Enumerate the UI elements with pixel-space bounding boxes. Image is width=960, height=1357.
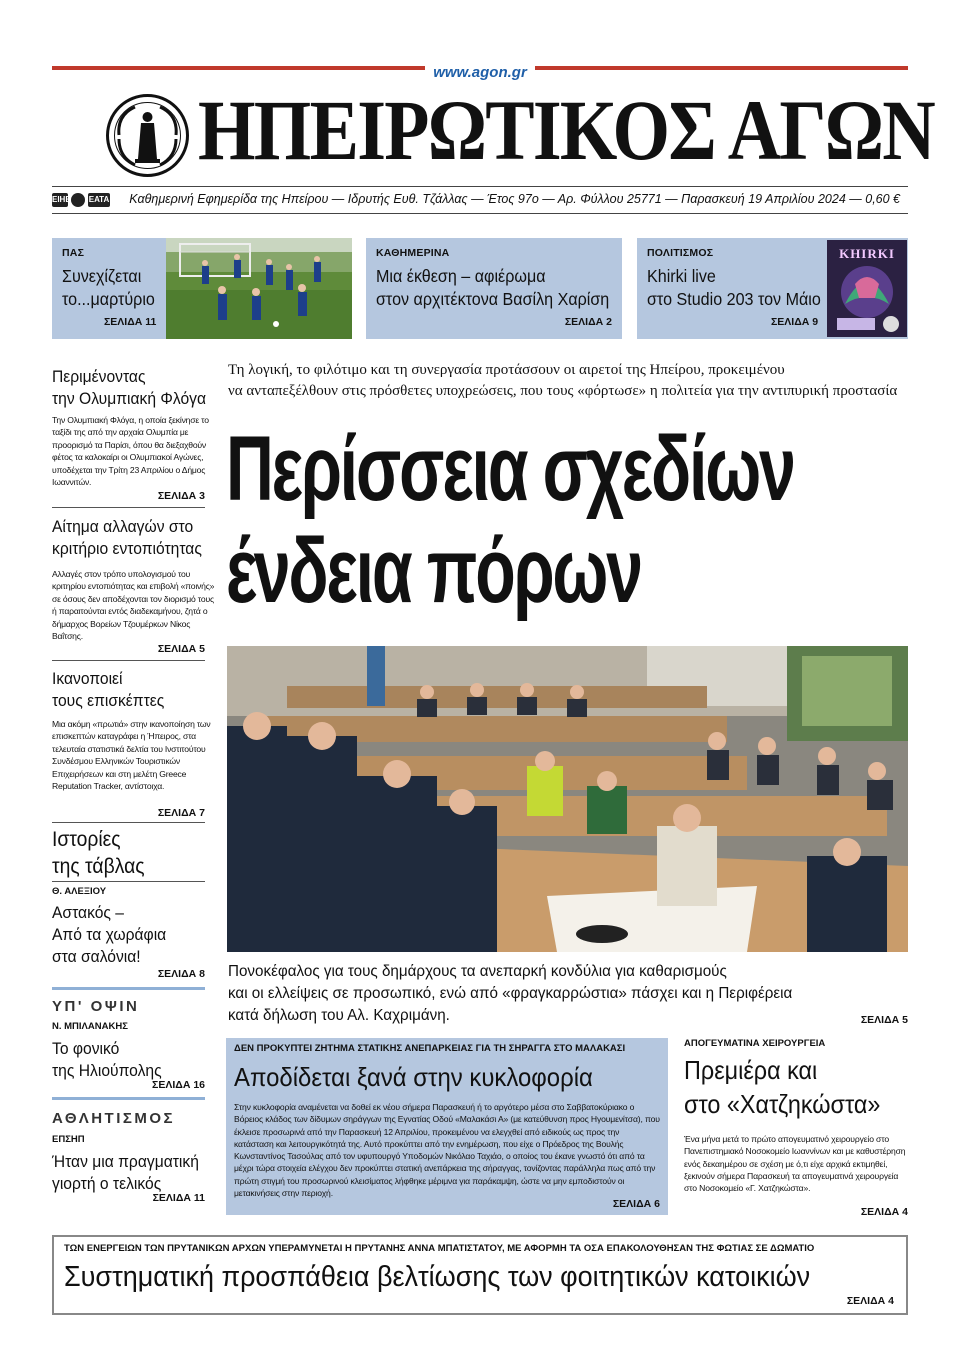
surgery-story-title: Πρεμιέρα και στο «Χατζηκώστα»: [684, 1055, 881, 1119]
yp-opsin-title[interactable]: Το φονικό της Ηλιούπολης: [52, 1039, 162, 1080]
sidebar-item-body: Την Ολυμπιακή Φλόγα, η οποία ξεκίνησε το ταξίδι της από την αρχαία Ολυμπία με προορισμό τα Παρίσι, όπου θα διεξαχθούν φέτος τα καλοκαίρι οι Ολυμπιακοί Αγώνες, υποδέχεται την Τρίτη 23 Απριλίου ο Δήμος Ιωαννιτών.: [52, 415, 209, 488]
surgery-story-page: ΣΕΛΙΔΑ 4: [860, 1206, 908, 1218]
football-training-photo: [166, 238, 352, 339]
teaser-title: Khirki live στο Studio 203 τον Μάιο: [647, 266, 821, 309]
lead-headline[interactable]: Περίσσεια σχεδίων ένδεια πόρων: [226, 418, 794, 622]
press-badge-icon: [71, 193, 85, 207]
sidebar-item-page: ΣΕΛΙΔΑ 7: [157, 807, 205, 819]
teaser-category: ΠΟΛΙΤΙΣΜΟΣ: [647, 247, 714, 259]
surgery-story-body: Ένα μήνα μετά το πρώτο απογευματινό χειρουργείο στο Πανεπιστημιακό Νοσοκομείο Ιωαννίνων και με καθυστέρηση ενός δεκαημέρου σε σχέση με ό,τι είχε αρχικά εκτιμηθεί, ξεκινούν σήμερα Παρασκευή τα απογευματινά χειρουργεία στο Νοσοκομείο «Γ. Χατζηκώστα».: [684, 1134, 906, 1194]
council-meeting-photo: [227, 646, 908, 952]
yp-opsin-author: Ν. ΜΠΙΛΑΝΑΚΗΣ: [52, 1021, 128, 1032]
athlitismos-section: ΑΘΛΗΤΙΣΜΟΣ: [52, 1110, 176, 1127]
tavla-title[interactable]: Ιστορίες της τάβλας: [52, 828, 145, 878]
infoline-icons: [52, 193, 110, 207]
teaser-page: ΣΕΛΙΔΑ 2: [564, 316, 612, 328]
tavla-divider: [52, 881, 205, 882]
teaser-page: ΣΕΛΙΔΑ 11: [104, 316, 157, 328]
sidebar-item-title[interactable]: Αίτημα αλλαγών στο κριτήριο εντοπιότητας: [52, 517, 202, 558]
teaser-kathimerina[interactable]: [366, 238, 622, 339]
website-url[interactable]: www.agon.gr: [0, 64, 960, 81]
surgery-story-category: ΑΠΟΓΕΥΜΑΤΙΝΑ ΧΕΙΡΟΥΡΓΕΙΑ: [684, 1038, 826, 1049]
dormitory-story-category: ΤΩΝ ΕΝΕΡΓΕΙΩΝ ΤΩΝ ΠΡΥΤΑΝΙΚΩΝ ΑΡΧΩΝ ΥΠΕΡΑΜΥΝΕΤΑΙ Η ΠΡΥΤΑΝΗΣ ΑΝΝΑ ΜΠΑΤΙΣΤΑΤΟΥ, ΜΕ ΑΦΟΡΜΗ ΤΑ ΟΣΑ ΕΠΑΚΟΛΟΥΘΗΣΑΝ ΤΗΣ ΦΩΤΙΑΣ ΣΕ ΔΩΜΑΤΙΟ: [64, 1243, 815, 1254]
teaser-title: Μια έκθεση – αφιέρωμα στον αρχιτέκτονα Βασίλη Χαρίση: [376, 266, 610, 309]
tavla-author: Θ. ΑΛΕΞΙΟΥ: [52, 886, 107, 897]
masthead-title: ΗΠΕΙΡΩΤΙΚΟΣ ΑΓΩΝ: [198, 82, 934, 178]
lead-caption: Πονοκέφαλος για τους δημάρχους τα ανεπαρκή κονδύλια για καθαρισμούς και οι ελλείψεις σε προσωπικό, ενώ από «φραγκαρρώστια» πάσχει και η Περιφέρεια κατά δήλωση του Αλ. Καχριμάνη.: [228, 963, 793, 1024]
tavla-page: ΣΕΛΙΔΑ 8: [157, 968, 205, 980]
sidebar-item-body: Αλλαγές στον τρόπο υπολογισμού του κριτηρίου εντοπιότητας και επιβολή «ποινής» σε όσους δεν αποδέχονται τον διορισμό τους ή παραιτούνται εντός διαδεκαμήνου, ζητά ο δήμαρχος Βορείων Τζουμέρκων Νίκος Βαΐτσης.: [52, 569, 215, 642]
athlitismos-sub: ΕΠΣΗΠ: [52, 1134, 85, 1145]
tunnel-story-category: ΔΕΝ ΠΡΟΚΥΠΤΕΙ ΖΗΤΗΜΑ ΣΤΑΤΙΚΗΣ ΑΝΕΠΑΡΚΕΙΑΣ ΓΙΑ ΤΗ ΣΗΡΑΓΓΑ ΣΤΟ ΜΑΛΑΚΑΣΙ: [234, 1043, 626, 1054]
sidebar-divider: [52, 660, 205, 661]
tunnel-story-body: Στην κυκλοφορία αναμένεται να δοθεί εκ νέου σήμερα Παρασκευή ή το αργότερο μέσα στο Σαββατοκύριακο ο Βόρειος κλάδος των δίδυμων σηράγγων της Εγνατίας Οδού «Μαλακάσι Α» (με κατεύθυνση προς Ηγουμενίτσα), που έκλεισε προσωρινά από την Παρασκευή 12 Απριλίου, προκειμένου να ελεγχθεί από ειδικούς ως προς την κατάσταση και λειτουργικότητά της. Αυτό προκύπτει από την ενημέρωση, που είχε ο Πρόεδρος της Βουλής Κωνσταντίνος Τασούλας από τον υφυπουργό Υποδομών Νικόλαο Ταχιάο, ο οποίος του έκανε γνωστό ότι από τα μέχρι τώρα στοιχεία ελέγχου δεν προκύπτει στατική ανεπάρκεια της σήραγγας, τονίζοντας παράλληλα πως από την πρώτη στιγμή του προσωρινού κλεισίματος λήφθηκε μέριμνα για παράκαμψη, ώστε να μην εμποδιστούν οι μετακινήσεις στην περιοχή.: [234, 1102, 660, 1199]
sidebar-divider: [52, 507, 205, 508]
dormitory-story[interactable]: [52, 1235, 908, 1315]
dormitory-story-title: Συστηματική προσπάθεια βελτίωσης των φοιτητικών κατοικιών: [64, 1261, 811, 1293]
section-divider: [52, 1097, 205, 1100]
sidebar-item-title[interactable]: Ικανοποιεί τους επισκέπτες: [52, 669, 165, 710]
yp-opsin-page: ΣΕΛΙΔΑ 16: [152, 1079, 205, 1091]
eihe-badge-icon: ΕΙΗΕ: [52, 193, 68, 207]
lead-kicker: Τη λογική, το φιλότιμο και τη συνεργασία προτάσσουν οι αιρετοί της Ηπείρου, προκειμένου να ανταπεξέλθουν στις πρόσθετες υποχρεώσεις, που τους «φόρτωσε» η πολιτεία για την αντιπυρική προστασία: [228, 362, 898, 399]
teaser-page: ΣΕΛΙΔΑ 9: [771, 316, 819, 328]
teaser-title: Συνεχίζεται το...μαρτύριο: [62, 266, 155, 309]
sidebar-item-page: ΣΕΛΙΔΑ 3: [157, 490, 205, 502]
lead-page: ΣΕΛΙΔΑ 5: [860, 1014, 908, 1026]
teaser-category: ΚΑΘΗΜΕΡΙΝΑ: [376, 247, 450, 259]
tunnel-story-title: Αποδίδεται ξανά στην κυκλοφορία: [234, 1062, 593, 1092]
newspaper-seal-logo: [105, 93, 190, 178]
tunnel-story-page: ΣΕΛΙΔΑ 6: [612, 1198, 660, 1210]
teaser-category: ΠΑΣ: [62, 247, 85, 259]
eata-badge-icon: ΕΑΤΑ: [88, 193, 110, 207]
tavla-subtitle[interactable]: Αστακός – Από τα χωράφια στα σαλόνια!: [52, 903, 167, 966]
edition-details: Καθημερινή Εφημερίδα της Ηπείρου — Ιδρυτής Ευθ. Τζάλλας — Έτος 97ο — Αρ. Φύλλου 25771 — Παρασκευή 19 Απριλίου 2024 — 0,60 €: [129, 192, 900, 206]
publication-infoline: [52, 186, 908, 214]
khirki-poster: [827, 240, 907, 337]
sidebar-item-body: Μια ακόμη «πρωτιά» στην ικανοποίηση των επισκεπτών καταγράφει η Ήπειρος, στα τελευταία στατιστικά δελτία του Ινστιτούτου Συνδέσμου Ελληνικών Τουριστικών Επιχειρήσεων και στη μελέτη Greece Reputation Tracker, αντίστοιχα.: [52, 719, 211, 792]
tunnel-story[interactable]: [226, 1038, 668, 1215]
sidebar-item-page: ΣΕΛΙΔΑ 5: [157, 643, 205, 655]
teaser-pas[interactable]: [52, 238, 352, 339]
athlitismos-page: ΣΕΛΙΔΑ 11: [152, 1192, 205, 1204]
teaser-politismos[interactable]: [637, 238, 908, 339]
section-divider: [52, 987, 205, 990]
poster-title: KHIRKI: [839, 246, 895, 261]
dormitory-story-page: ΣΕΛΙΔΑ 4: [846, 1295, 894, 1307]
sidebar-item-title[interactable]: Περιμένοντας την Ολυμπιακή Φλόγα: [52, 367, 207, 408]
sidebar-divider: [52, 822, 205, 823]
yp-opsin-section: ΥΠ' ΟΨΙΝ: [52, 998, 140, 1015]
athlitismos-title[interactable]: Ήταν μια πραγματική γιορτή ο τελικός: [52, 1152, 199, 1193]
